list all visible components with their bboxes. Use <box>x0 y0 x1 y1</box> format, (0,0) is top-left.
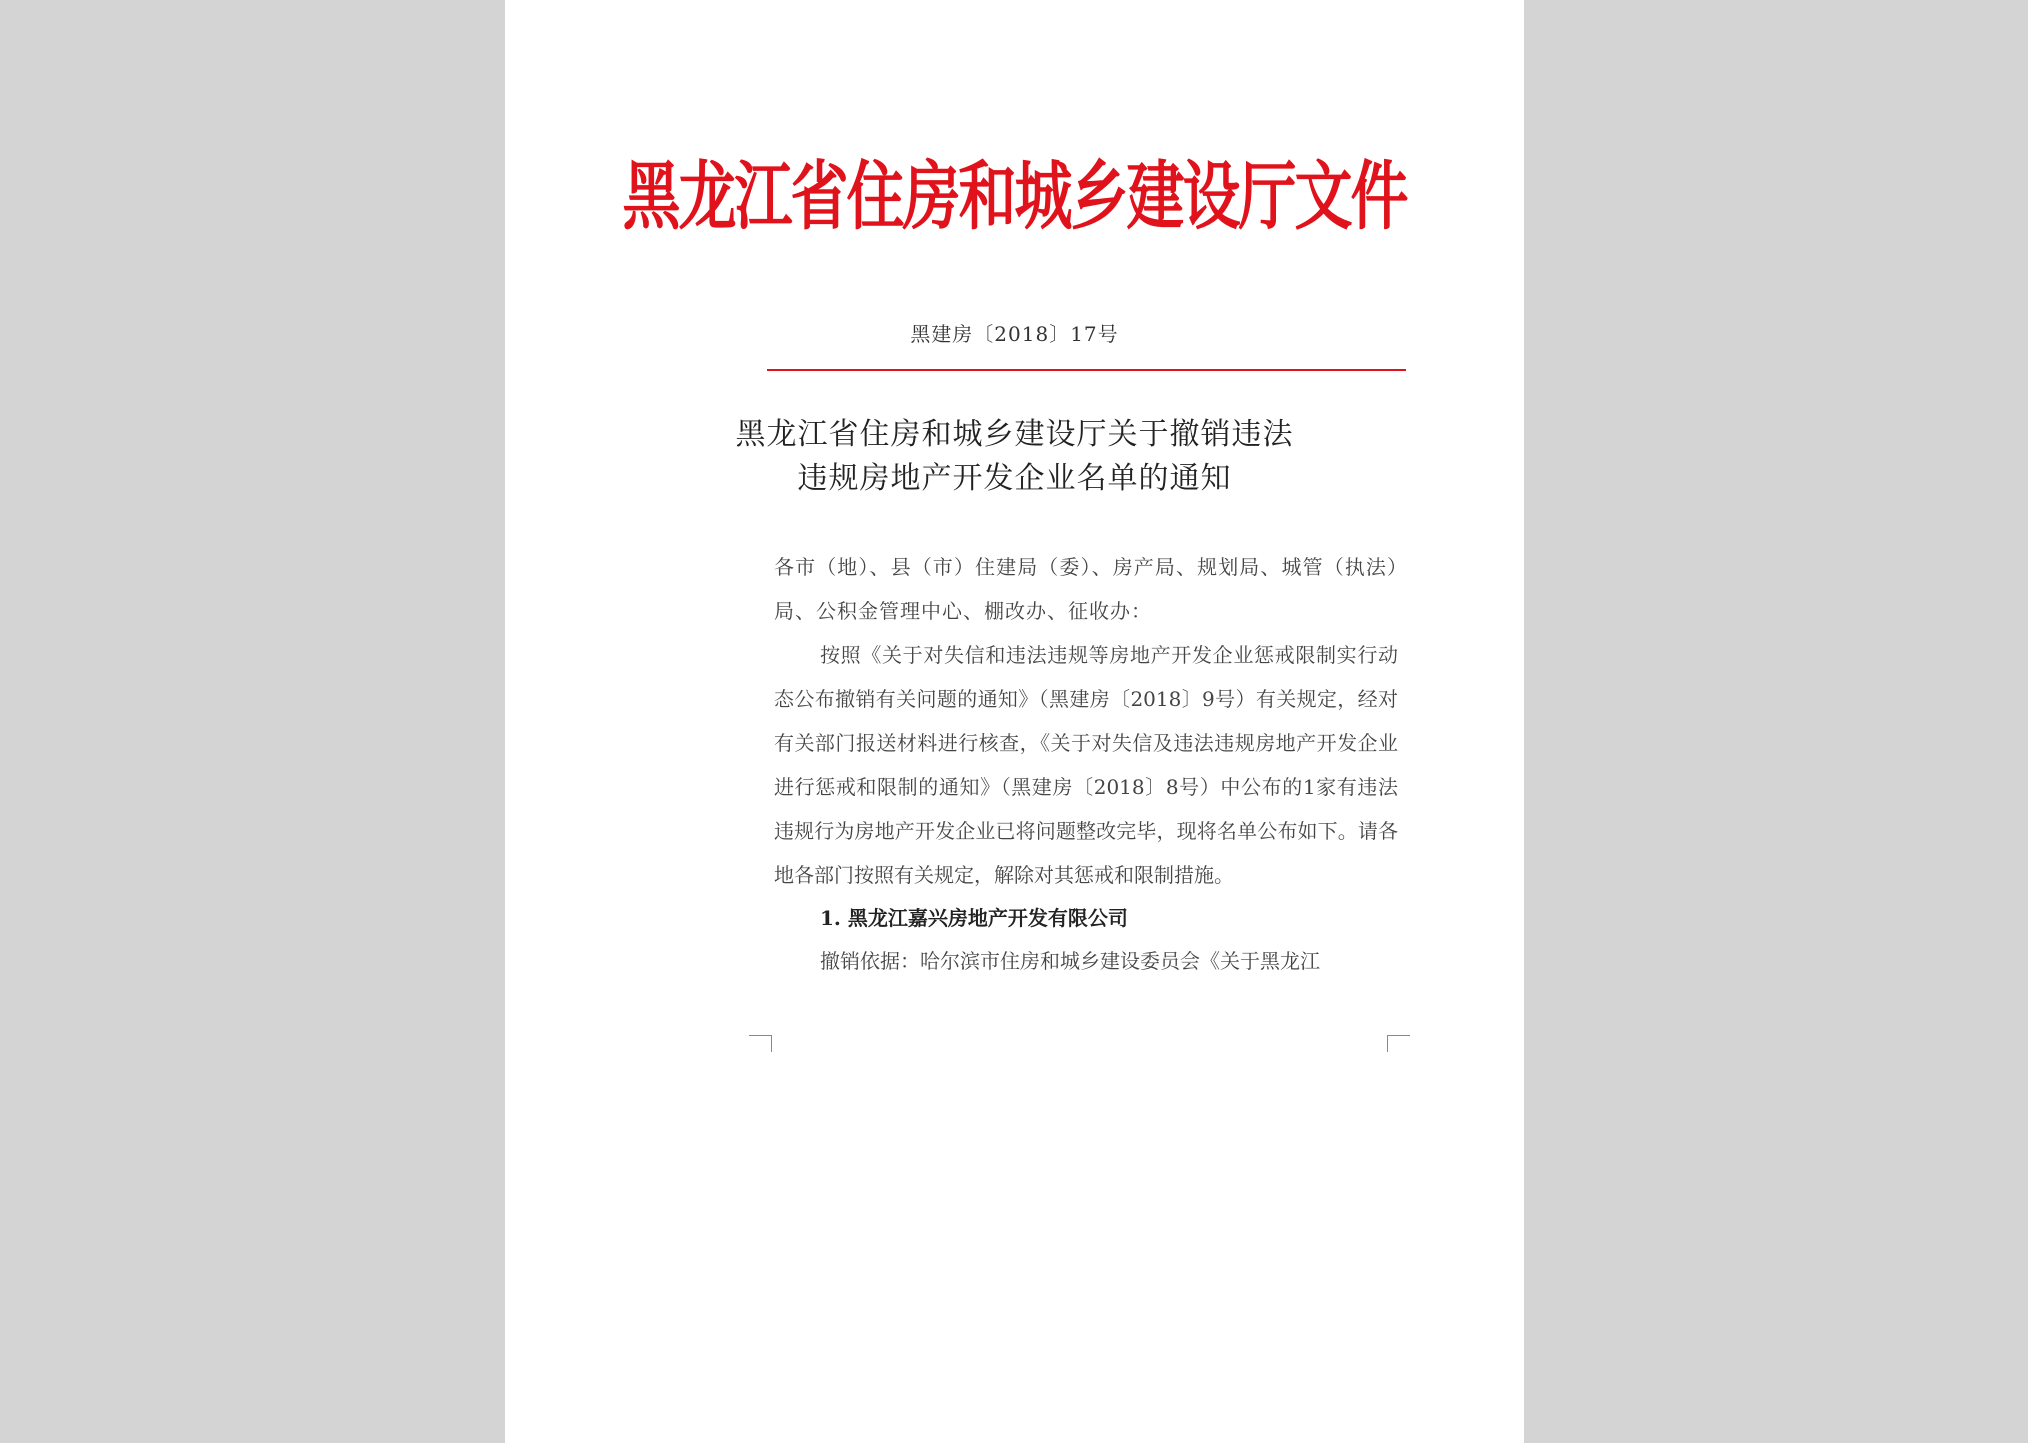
red-separator-line <box>767 369 1406 371</box>
salutation: 各市（地）、县（市）住建局（委）、房产局、规划局、城管（执法）局、公积金管理中心、棚改办、征收办： <box>774 555 1398 623</box>
revocation-basis: 撤销依据：哈尔滨市住房和城乡建设委员会《关于黑龙江 <box>820 949 1320 973</box>
list-item-company: 1. 黑龙江嘉兴房地产开发有限公司 <box>820 906 1128 930</box>
title-line-2: 违规房地产开发企业名单的通知 <box>797 461 1232 496</box>
body-paragraph: 按照《关于对失信和违法违规等房地产开发企业惩戒限制实行动态公布撤销有关问题的通知》（黑建房〔2018〕9号）有关规定，经对有关部门报送材料进行核查，《关于对失信及违法违规房地产开发企业进行惩戒和限制的通知》（黑建房〔2018〕8号）中公布的1家有违法违规行为房地产开发企业已将问题整改完毕，现将名单公布如下。请各地各部门按照有关规定，解除对其惩戒和限制措施。 <box>774 643 1398 887</box>
page-corner-mark-left <box>749 1035 772 1052</box>
document-page <box>505 0 1524 1443</box>
document-body <box>774 545 1398 983</box>
title-line-1: 黑龙江省住房和城乡建设厅关于撤销违法 <box>735 417 1294 452</box>
document-title <box>505 413 1524 501</box>
page-corner-mark-right <box>1387 1035 1410 1052</box>
document-number: 黑建房〔2018〕17号 <box>910 322 1119 346</box>
document-masthead: 黑龙江省住房和城乡建设厅文件 <box>622 152 1407 240</box>
